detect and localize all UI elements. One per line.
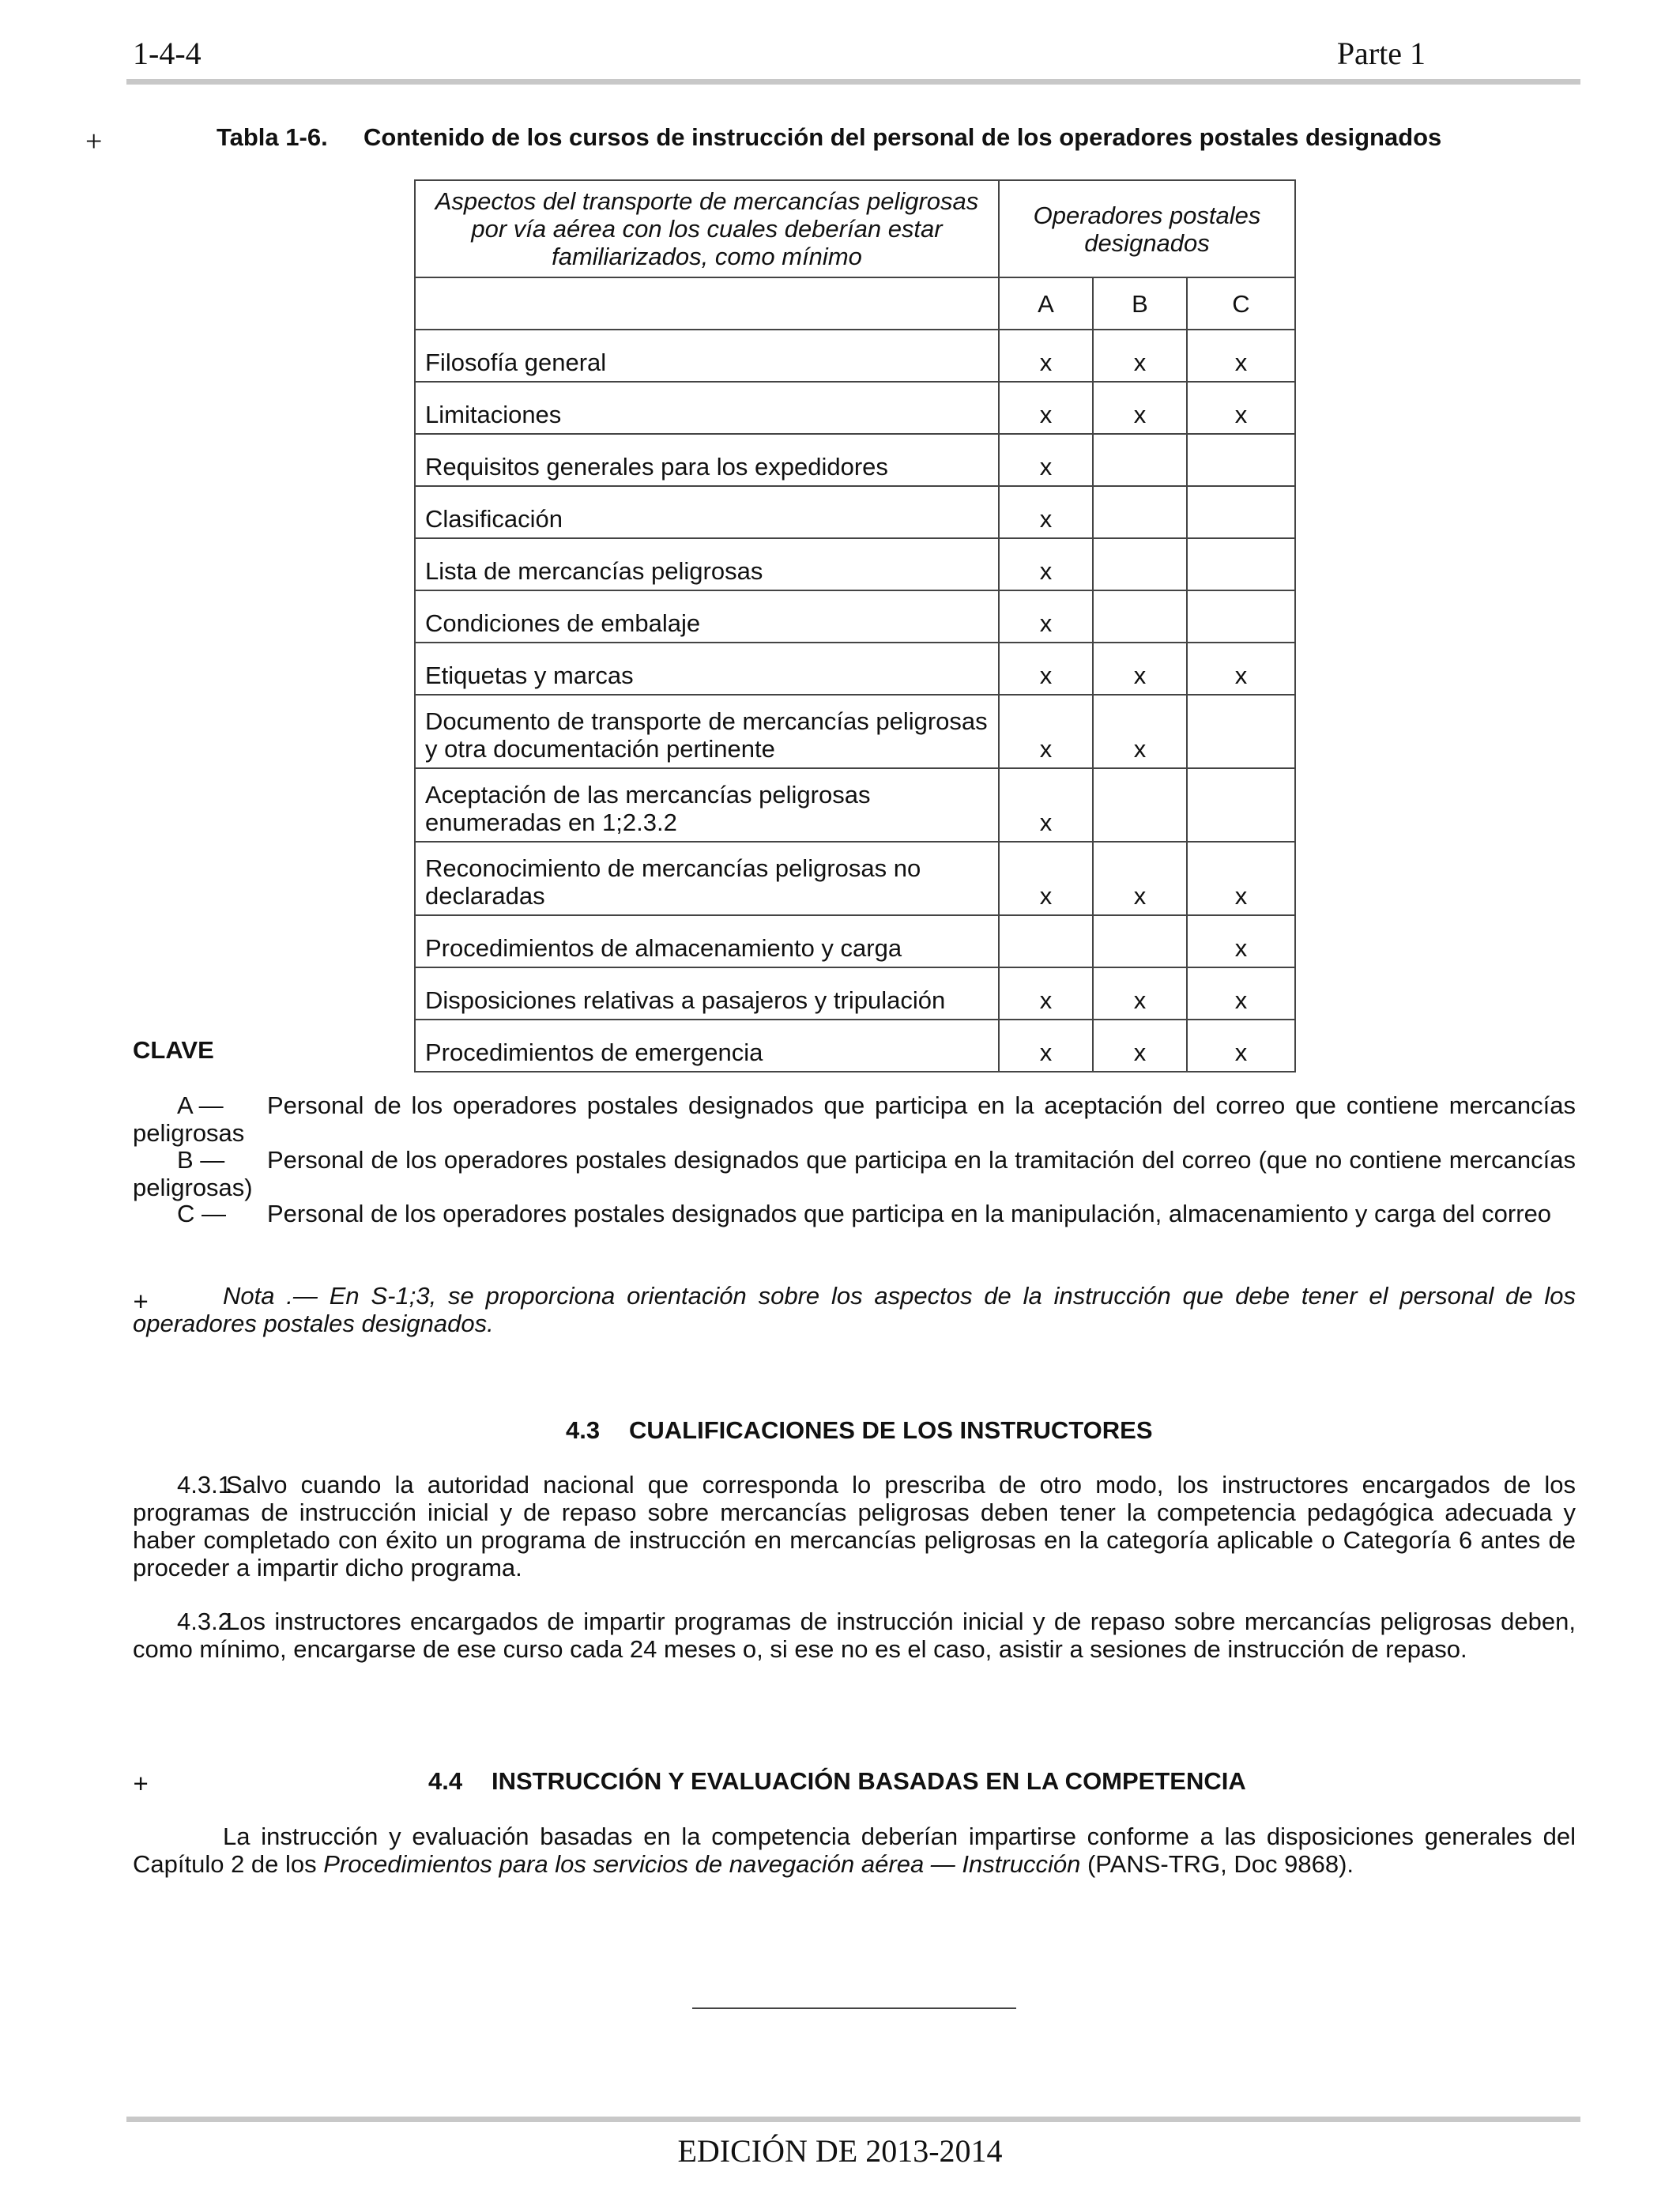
table-row bbox=[415, 590, 1295, 643]
note-text: En S-1;3, se proporciona orientación sobre los aspectos de la instrucción que debe tener el personal de los operadores postales designados. bbox=[133, 1282, 1576, 1337]
training-content-table bbox=[414, 179, 1296, 1072]
subheader-c: C bbox=[1187, 277, 1295, 330]
group-header: Operadores postales designados bbox=[999, 180, 1295, 277]
key-text: Personal de los operadores postales designados que participa en la tramitación del correo (que no contiene mercancías peligrosas) bbox=[133, 1146, 1576, 1201]
table-row bbox=[415, 842, 1295, 915]
cell-b bbox=[1093, 486, 1187, 538]
cell-a: x bbox=[999, 768, 1093, 842]
key-letter: A — bbox=[177, 1091, 224, 1119]
cell-a: x bbox=[999, 486, 1093, 538]
cell-c bbox=[1187, 538, 1295, 590]
row-label: Limitaciones bbox=[415, 382, 999, 434]
note-lead: Nota .— bbox=[223, 1282, 318, 1310]
cell-b: x bbox=[1093, 1020, 1187, 1072]
header-rule bbox=[126, 79, 1580, 85]
row-label: Documento de transporte de mercancías peligrosas y otra documentación pertinente bbox=[415, 695, 999, 768]
subheader-a: A bbox=[999, 277, 1093, 330]
cell-c: x bbox=[1187, 1020, 1295, 1072]
note bbox=[133, 1282, 1576, 1337]
row-label: Disposiciones relativas a pasajeros y tripulación bbox=[415, 967, 999, 1020]
key-item-b bbox=[133, 1146, 1576, 1201]
cell-c bbox=[1187, 434, 1295, 486]
row-label: Filosofía general bbox=[415, 330, 999, 382]
cell-a: x bbox=[999, 538, 1093, 590]
table-caption bbox=[217, 123, 1441, 152]
col1-header: Aspectos del transporte de mercancías peligrosas por vía aérea con los cuales deberían estar familiarizados, como mínimo bbox=[415, 180, 999, 277]
section-title: CUALIFICACIONES DE LOS INSTRUCTORES bbox=[629, 1416, 1153, 1444]
table-row bbox=[415, 434, 1295, 486]
cell-c: x bbox=[1187, 643, 1295, 695]
cell-a: x bbox=[999, 434, 1093, 486]
section-heading-4-3 bbox=[566, 1416, 1153, 1445]
paragraph-4-3-2 bbox=[133, 1608, 1576, 1663]
empty-header-cell bbox=[415, 277, 999, 330]
cell-b bbox=[1093, 915, 1187, 967]
row-label: Aceptación de las mercancías peligrosas enumeradas en 1;2.3.2 bbox=[415, 768, 999, 842]
table-row bbox=[415, 695, 1295, 768]
cell-b bbox=[1093, 590, 1187, 643]
cell-c bbox=[1187, 768, 1295, 842]
subheader-b: B bbox=[1093, 277, 1187, 330]
cell-a bbox=[999, 915, 1093, 967]
cell-b bbox=[1093, 538, 1187, 590]
paragraph-text: Salvo cuando la autoridad nacional que corresponda lo prescriba de otro modo, los instructores encargados de los programas de instrucción inicial y de repaso sobre mercancías peligrosas deben tener la competencia pedagógica adecuada y haber completado con éxito un programa de instrucción en mercancías peligrosas en la categoría aplicable o Categoría 6 antes de proceder a impartir dicho programa. bbox=[133, 1471, 1576, 1581]
table-row bbox=[415, 967, 1295, 1020]
key-text: Personal de los operadores postales designados que participa en la aceptación del correo que contiene mercancías peligrosas bbox=[133, 1091, 1576, 1147]
document-reference: Procedimientos para los servicios de navegación aérea — Instrucción bbox=[323, 1850, 1081, 1878]
table-caption-text: Contenido de los cursos de instrucción del personal de los operadores postales designados bbox=[363, 123, 1442, 151]
key-letter: B — bbox=[177, 1146, 225, 1174]
cell-b: x bbox=[1093, 330, 1187, 382]
end-of-section-rule bbox=[692, 2007, 1016, 2009]
cell-c: x bbox=[1187, 842, 1295, 915]
row-label: Condiciones de embalaje bbox=[415, 590, 999, 643]
key-text: Personal de los operadores postales designados que participa en la manipulación, almacenamiento y carga del correo bbox=[267, 1200, 1552, 1227]
key-item-a bbox=[133, 1091, 1576, 1147]
cell-b: x bbox=[1093, 643, 1187, 695]
table-row bbox=[415, 382, 1295, 434]
cell-c: x bbox=[1187, 915, 1295, 967]
cell-c: x bbox=[1187, 967, 1295, 1020]
section-heading-4-4 bbox=[428, 1767, 1246, 1796]
row-label: Procedimientos de emergencia bbox=[415, 1020, 999, 1072]
key-letter: C — bbox=[177, 1200, 226, 1227]
part-label: Parte 1 bbox=[1336, 36, 1426, 71]
table-row bbox=[415, 768, 1295, 842]
cell-b: x bbox=[1093, 967, 1187, 1020]
cell-a: x bbox=[999, 643, 1093, 695]
section-number: 4.3 bbox=[566, 1416, 601, 1444]
section-number: 4.4 bbox=[428, 1767, 463, 1795]
table-row bbox=[415, 538, 1295, 590]
amendment-mark: + bbox=[85, 125, 103, 158]
table-header-row bbox=[415, 180, 1295, 277]
table-row bbox=[415, 486, 1295, 538]
table-row bbox=[415, 1020, 1295, 1072]
edition-footer: EDICIÓN DE 2013-2014 bbox=[677, 2133, 1003, 2169]
cell-a: x bbox=[999, 967, 1093, 1020]
cell-a: x bbox=[999, 330, 1093, 382]
paragraph-text-end: (PANS-TRG, Doc 9868). bbox=[1080, 1850, 1354, 1878]
row-label: Clasificación bbox=[415, 486, 999, 538]
cell-a: x bbox=[999, 590, 1093, 643]
footer-rule bbox=[126, 2117, 1580, 2122]
row-label: Reconocimiento de mercancías peligrosas no declaradas bbox=[415, 842, 999, 915]
table-row bbox=[415, 643, 1295, 695]
paragraph-text: Los instructores encargados de impartir programas de instrucción inicial y de repaso sobre mercancías peligrosas deben, como mínimo, encargarse de ese curso cada 24 meses o, si ese no es el caso, asistir a sesiones de instrucción de repaso. bbox=[133, 1608, 1576, 1663]
paragraph-4-4 bbox=[133, 1823, 1576, 1878]
cell-b: x bbox=[1093, 842, 1187, 915]
cell-b bbox=[1093, 434, 1187, 486]
row-label: Lista de mercancías peligrosas bbox=[415, 538, 999, 590]
table-number: Tabla 1-6. bbox=[217, 123, 328, 151]
cell-b bbox=[1093, 768, 1187, 842]
cell-c: x bbox=[1187, 382, 1295, 434]
cell-c bbox=[1187, 695, 1295, 768]
cell-b: x bbox=[1093, 382, 1187, 434]
cell-b: x bbox=[1093, 695, 1187, 768]
page-number: 1-4-4 bbox=[133, 36, 202, 71]
cell-c bbox=[1187, 590, 1295, 643]
row-label: Procedimientos de almacenamiento y carga bbox=[415, 915, 999, 967]
cell-c: x bbox=[1187, 330, 1295, 382]
cell-a: x bbox=[999, 695, 1093, 768]
amendment-mark: + bbox=[133, 1769, 149, 1798]
row-label: Requisitos generales para los expedidores bbox=[415, 434, 999, 486]
section-title: INSTRUCCIÓN Y EVALUACIÓN BASADAS EN LA COMPETENCIA bbox=[492, 1767, 1246, 1795]
paragraph-4-3-1 bbox=[133, 1471, 1576, 1581]
cell-c bbox=[1187, 486, 1295, 538]
table-row bbox=[415, 330, 1295, 382]
key-item-c bbox=[133, 1200, 1576, 1227]
paragraph-text: La instrucción y evaluación basadas en la competencia deberían impartirse conforme a las disposiciones generales del Capítulo 2 de los bbox=[133, 1823, 1576, 1878]
key-title: CLAVE bbox=[133, 1036, 214, 1064]
table-subheader-row bbox=[415, 277, 1295, 330]
amendment-mark: + bbox=[133, 1287, 149, 1316]
row-label: Etiquetas y marcas bbox=[415, 643, 999, 695]
paragraph-number: 4.3.2 bbox=[177, 1608, 232, 1635]
cell-a: x bbox=[999, 842, 1093, 915]
table-row bbox=[415, 915, 1295, 967]
paragraph-number: 4.3.1 bbox=[177, 1471, 232, 1498]
cell-a: x bbox=[999, 1020, 1093, 1072]
cell-a: x bbox=[999, 382, 1093, 434]
